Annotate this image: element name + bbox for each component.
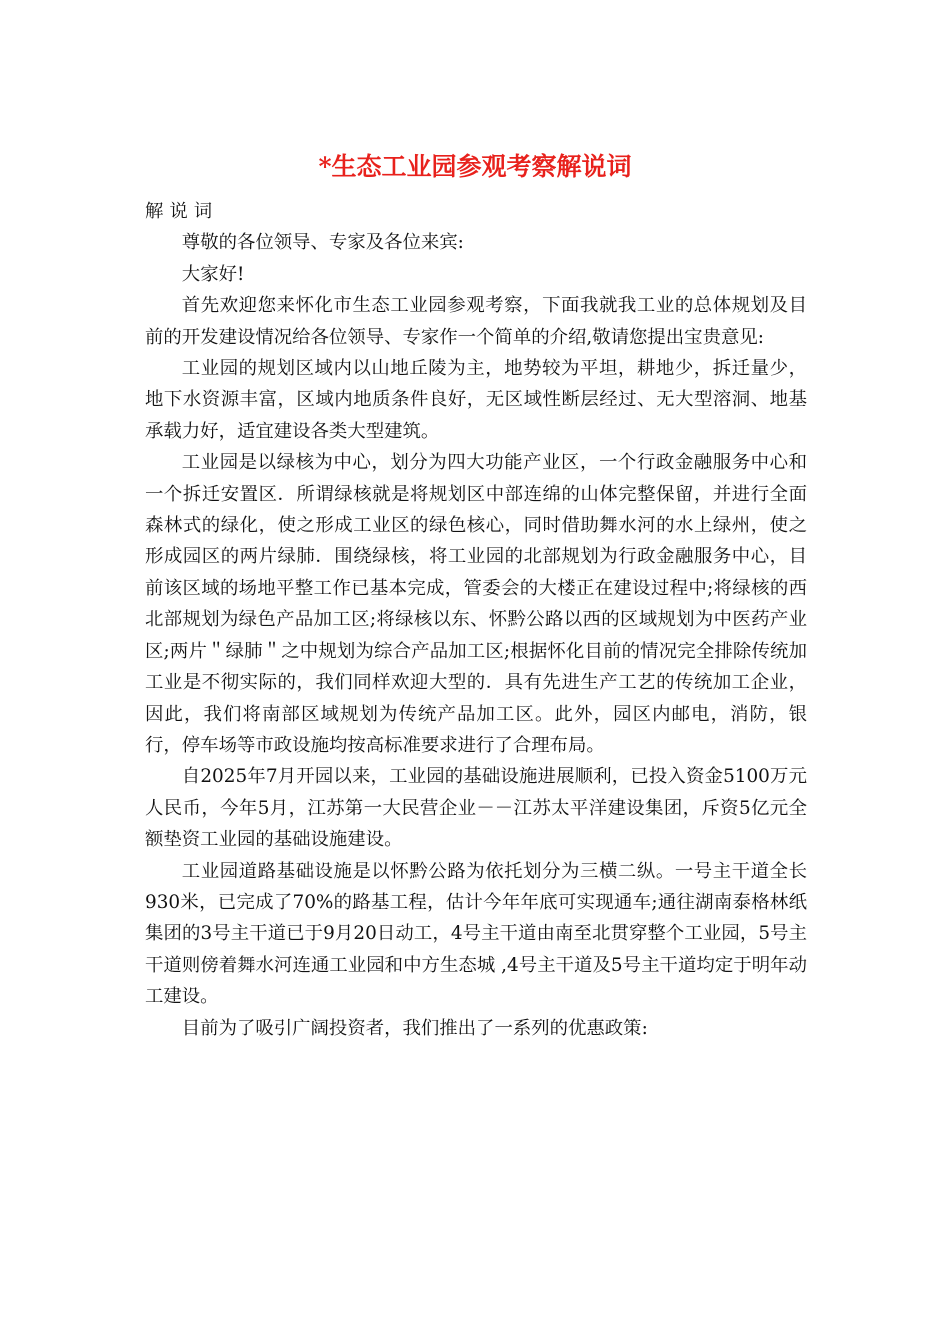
paragraph-hello: 大家好!: [181, 263, 245, 285]
section-heading: 解说词: [145, 201, 219, 222]
paragraph-greeting: 尊敬的各位领导、专家及各位来宾:: [181, 232, 464, 254]
document-title: *生态工业园参观考察解说词: [318, 152, 632, 181]
paragraph-welcome: 首先欢迎您来怀化市生态工业园参观考察，下面我就我工业的总体规划及目前的开发建设情况给各位领导、专家作一个简单的介绍,敬请您提出宝贵意见:: [145, 295, 807, 348]
paragraph-terrain: 工业园的规划区域内以山地丘陵为主，地势较为平坦，耕地少，拆迁量少，地下水资源丰富，区域内地质条件良好，无区域性断层经过、无大型溶洞、地基承载力好，适宜建设各类大型建筑。: [145, 358, 807, 442]
paragraph-investment: 自2025年7月开园以来，工业园的基础设施进展顺利，已投入资金5100万元人民币，今年5月，江苏第一大民营企业－－江苏太平洋建设集团，斥资5亿元全额垫资工业园的基础设施建设。: [145, 766, 807, 851]
paragraph-roads: 工业园道路基础设施是以怀黔公路为依托划分为三横二纵。一号主干道全长930米，已完成了70%的路基工程，估计今年年底可实现通车;通往湖南泰格林纸集团的3号主干道已于9月20日动工，4号主干道由南至北贯穿整个工业园，5号主干道则傍着舞水河连通工业园和中方生态城 ,4号主干道及5号主干道均定于明年动工建设。: [145, 860, 807, 1008]
paragraph-policies: 目前为了吸引广阔投资者，我们推出了一系列的优惠政策:: [181, 1017, 648, 1039]
paragraph-layout: 工业园是以绿核为中心，划分为四大功能产业区，一个行政金融服务中心和一个拆迁安置区．所谓绿核就是将规划区中部连绵的山体完整保留，并进行全面森林式的绿化，使之形成工业区的绿色核心，同时借助舞水河的水上绿州，使之形成园区的两片绿肺．围绕绿核，将工业园的北部规划为行政金融服务中心，目前该区域的场地平整工作已基本完成，管委会的大楼正在建设过程中;将绿核的西北部规划为绿色产品加工区;将绿核以东、怀黔公路以西的区域规划为中医药产业区;两片＂绿肺＂之中规划为综合产品加工区;根据怀化目前的情况完全排除传统加工业是不彻实际的，我们同样欢迎大型的．具有先进生产工艺的传统加工企业，因此，我们将南部区域规划为传统产品加工区。此外，园区内邮电，消防，银行，停车场等市政设施均按高标准要求进行了合理布局。: [145, 452, 807, 756]
document-body: [145, 196, 807, 1044]
